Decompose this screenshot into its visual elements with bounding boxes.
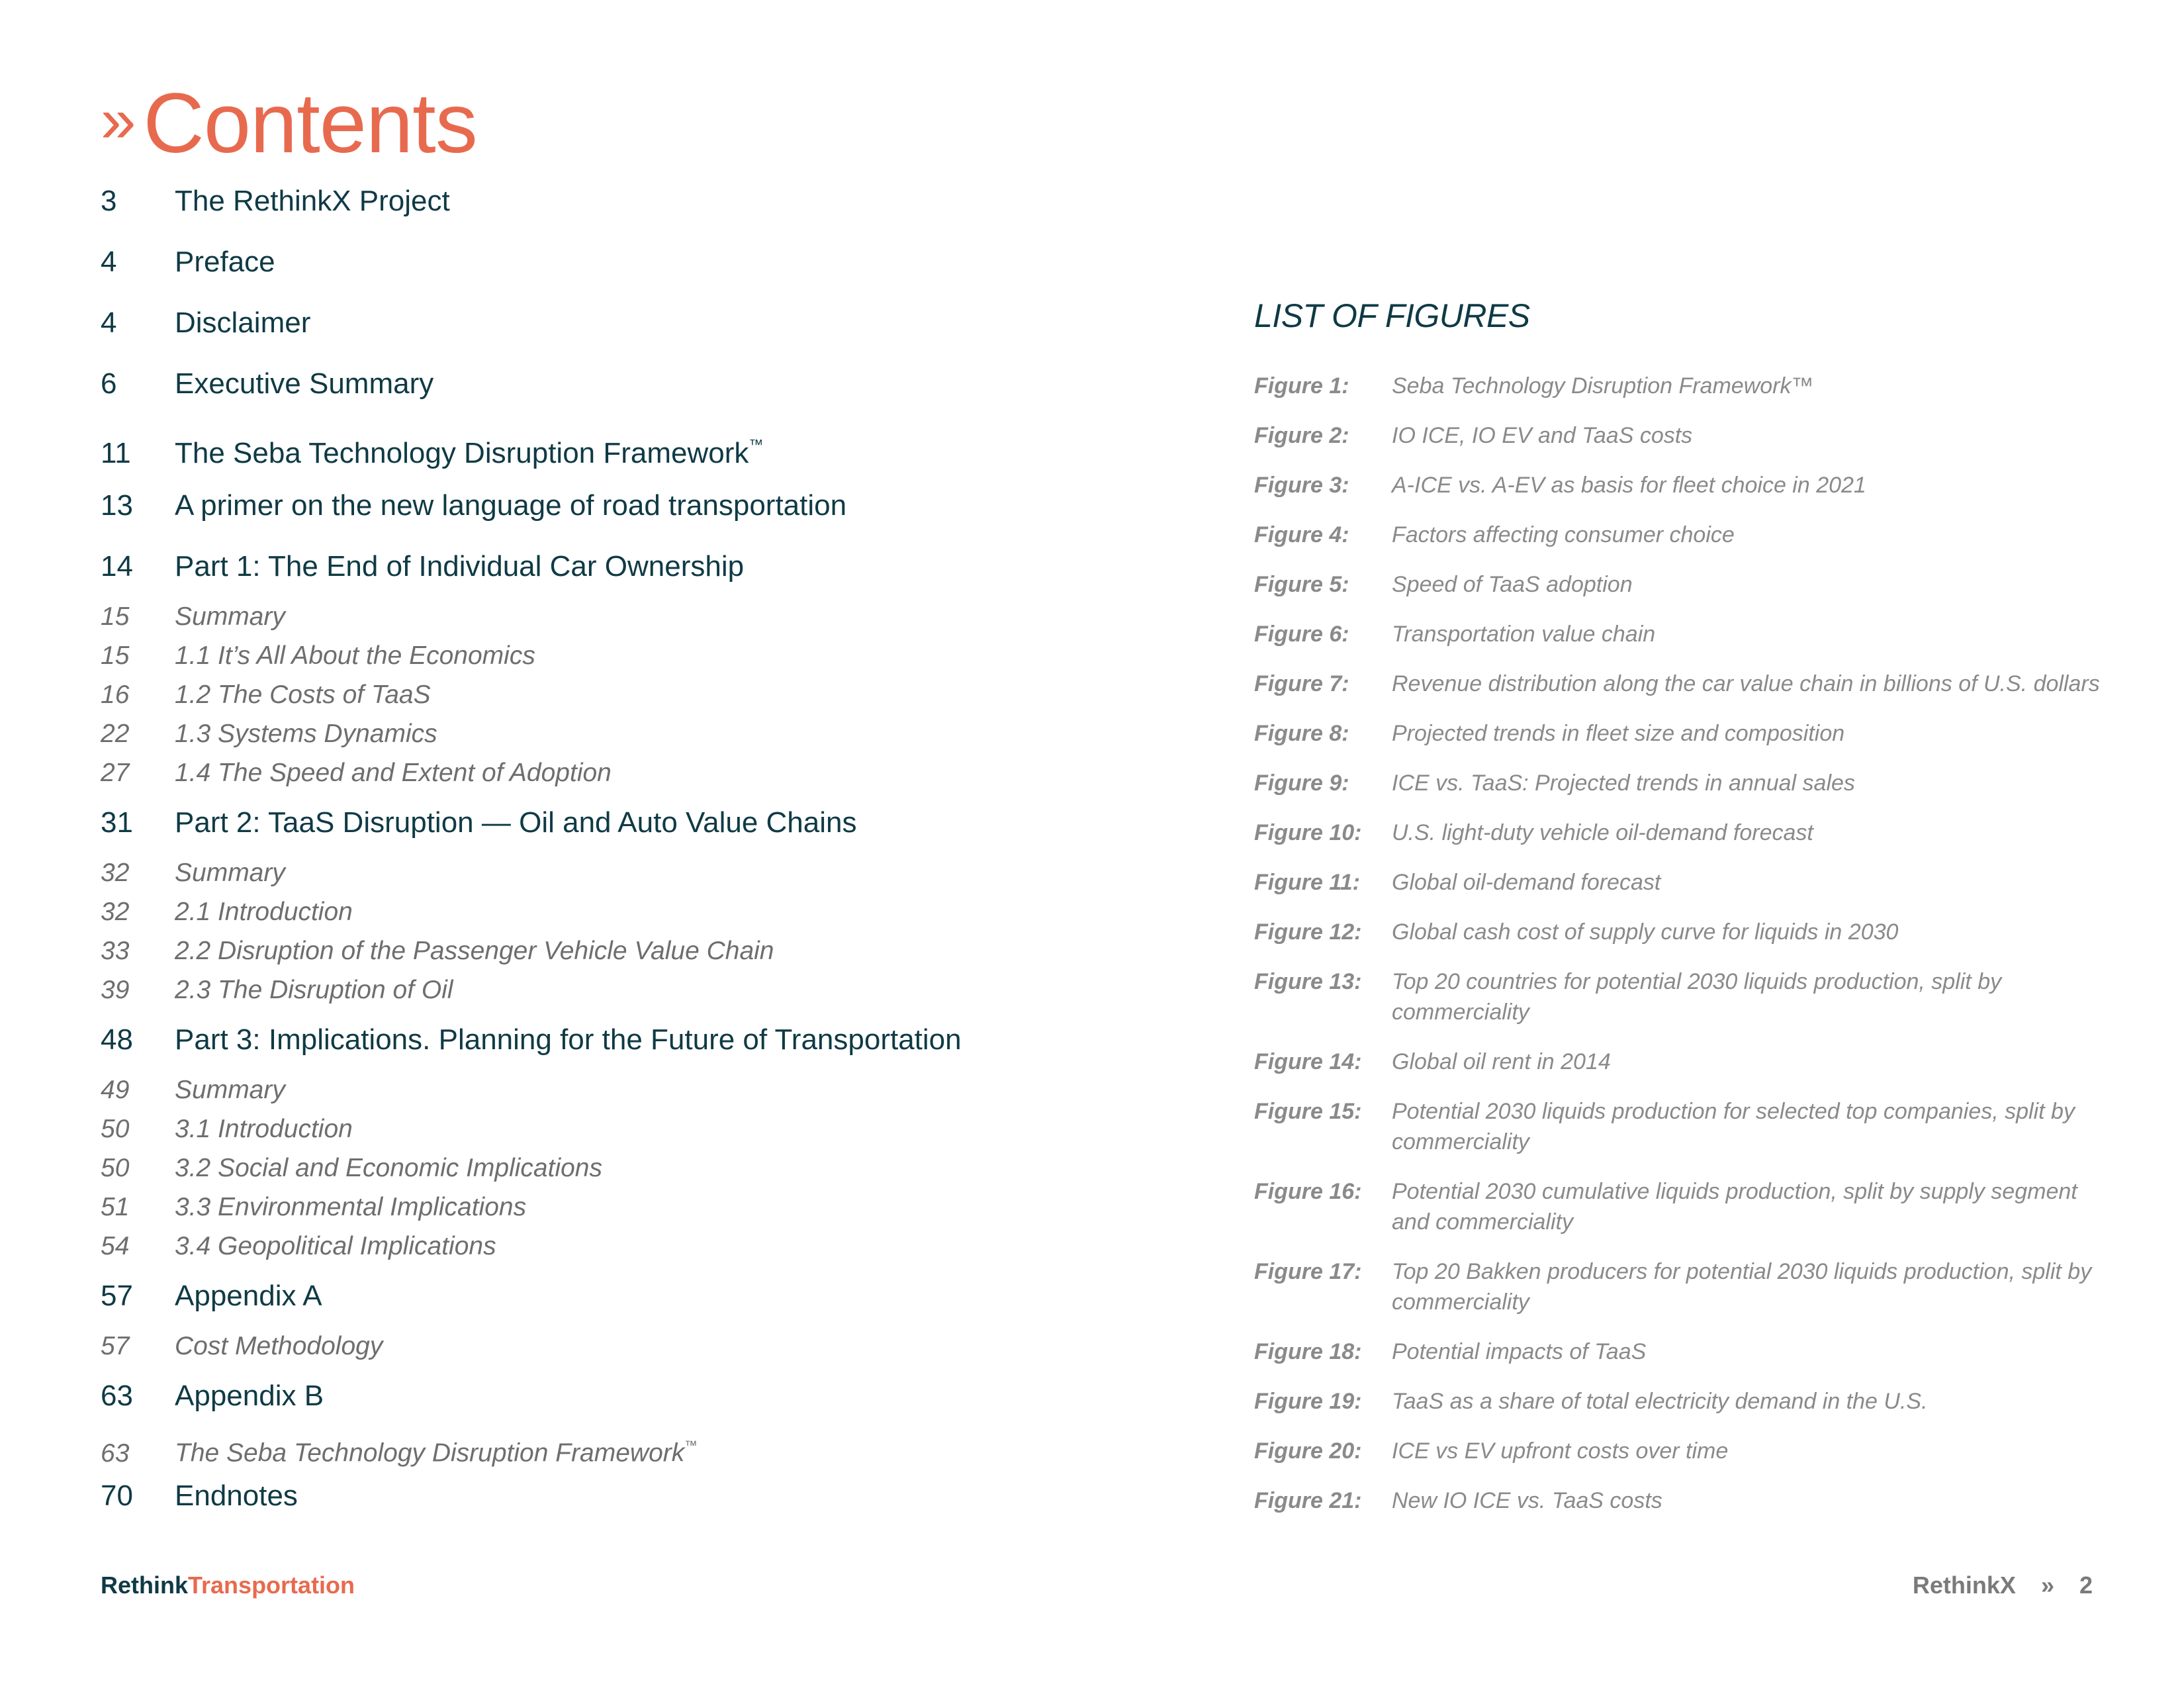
list-of-figures xyxy=(1254,297,2108,1535)
toc-label-text: Cost Methodology xyxy=(175,1332,383,1360)
figure-list-item[interactable] xyxy=(1254,867,2108,898)
figure-list-item[interactable] xyxy=(1254,1256,2108,1317)
toc-subentry[interactable] xyxy=(101,1427,1160,1466)
toc-entry[interactable] xyxy=(101,353,1160,414)
figure-title: Speed of TaaS adoption xyxy=(1392,572,1633,597)
toc-page-number: 27 xyxy=(101,759,130,787)
toc-entry[interactable] xyxy=(101,1009,1160,1070)
toc-label-text: The Seba Technology Disruption Framework xyxy=(175,436,749,469)
toc-label xyxy=(175,1149,1160,1188)
figure-number: Figure 15: xyxy=(1254,1099,1362,1124)
toc-page-number: 39 xyxy=(101,976,130,1004)
toc-subentry[interactable] xyxy=(101,714,1160,753)
toc-subentry[interactable] xyxy=(101,675,1160,714)
trademark-mark: ™ xyxy=(749,436,764,453)
figure-list-item[interactable] xyxy=(1254,669,2108,699)
toc-label xyxy=(175,714,1160,753)
toc-label xyxy=(175,1266,1160,1327)
figure-title: Projected trends in fleet size and composition xyxy=(1392,721,1845,746)
toc-page-number: 33 xyxy=(101,937,130,965)
toc-label-text: 1.4 The Speed and Extent of Adoption xyxy=(175,759,612,787)
toc-label-text: Part 2: TaaS Disruption — Oil and Auto Value Chains xyxy=(175,806,857,839)
toc-page-number: 14 xyxy=(101,550,133,583)
toc-subentry[interactable] xyxy=(101,1188,1160,1227)
figure-list-item[interactable] xyxy=(1254,619,2108,649)
toc-page-number: 50 xyxy=(101,1115,130,1143)
toc-page-number: 32 xyxy=(101,859,130,887)
toc-label xyxy=(175,1327,1160,1366)
figure-title: Global oil-demand forecast xyxy=(1392,870,1661,895)
figure-list-item[interactable] xyxy=(1254,1336,2108,1367)
toc-subentry[interactable] xyxy=(101,892,1160,931)
toc-label-text: 2.3 The Disruption of Oil xyxy=(175,976,453,1004)
toc-label-text: 2.1 Introduction xyxy=(175,898,353,926)
figure-title: Factors affecting consumer choice xyxy=(1392,522,1735,547)
toc-label-text: Endnotes xyxy=(175,1479,298,1512)
toc-subentry[interactable] xyxy=(101,1227,1160,1266)
toc-subentry[interactable] xyxy=(101,1149,1160,1188)
toc-label xyxy=(175,1009,1160,1070)
brand-transportation: Transportation xyxy=(188,1571,355,1599)
figure-list-item[interactable] xyxy=(1254,1485,2108,1516)
figure-list xyxy=(1254,371,2108,1516)
footer-page-info xyxy=(1913,1571,2093,1599)
toc-page-number: 48 xyxy=(101,1023,133,1056)
toc-label-text: 3.4 Geopolitical Implications xyxy=(175,1232,496,1260)
figure-title: ICE vs EV upfront costs over time xyxy=(1392,1438,1729,1464)
toc-entry[interactable] xyxy=(101,1366,1160,1427)
toc-label xyxy=(175,1188,1160,1227)
toc-label-text: 1.1 It’s All About the Economics xyxy=(175,641,535,670)
toc-page-number: 16 xyxy=(101,680,130,709)
toc-entry[interactable] xyxy=(101,792,1160,853)
toc-subentry[interactable] xyxy=(101,1070,1160,1109)
toc-entry[interactable] xyxy=(101,536,1160,597)
figure-number: Figure 7: xyxy=(1254,671,1349,696)
figure-title: Global cash cost of supply curve for liquids in 2030 xyxy=(1392,919,1899,945)
figure-number: Figure 4: xyxy=(1254,522,1349,547)
figure-title: U.S. light-duty vehicle oil-demand forecast xyxy=(1392,820,1813,845)
figure-number: Figure 9: xyxy=(1254,771,1349,796)
toc-entry[interactable] xyxy=(101,232,1160,293)
toc-label-text: The Seba Technology Disruption Framework xyxy=(175,1438,685,1468)
toc-label-text: 3.3 Environmental Implications xyxy=(175,1193,527,1221)
toc-page-number: 31 xyxy=(101,806,133,839)
toc-label-text: 1.2 The Costs of TaaS xyxy=(175,680,431,709)
toc-entry[interactable] xyxy=(101,171,1160,232)
toc-label xyxy=(175,892,1160,931)
figure-number: Figure 2: xyxy=(1254,423,1349,448)
footer-brand xyxy=(101,1571,355,1599)
toc-label xyxy=(175,536,1160,597)
figure-number: Figure 14: xyxy=(1254,1049,1362,1074)
toc-page-number: 51 xyxy=(101,1193,130,1221)
figure-number: Figure 18: xyxy=(1254,1339,1362,1364)
toc-page-number: 63 xyxy=(101,1438,130,1468)
toc-subentry[interactable] xyxy=(101,970,1160,1009)
toc-label xyxy=(175,171,1160,232)
toc-label xyxy=(175,792,1160,853)
toc-label-text: Appendix B xyxy=(175,1380,324,1412)
figure-list-item[interactable] xyxy=(1254,718,2108,749)
figure-list-item[interactable] xyxy=(1254,768,2108,798)
toc-label xyxy=(175,970,1160,1009)
figure-list-item[interactable] xyxy=(1254,1047,2108,1077)
toc-label xyxy=(175,1109,1160,1149)
toc-page-number: 70 xyxy=(101,1479,133,1512)
toc-label-text: 2.2 Disruption of the Passenger Vehicle Value Chain xyxy=(175,937,774,965)
toc-label xyxy=(175,1070,1160,1109)
figure-number: Figure 12: xyxy=(1254,919,1362,945)
toc-page-number: 15 xyxy=(101,641,130,670)
toc-page-number: 32 xyxy=(101,898,130,926)
figure-number: Figure 16: xyxy=(1254,1179,1362,1204)
figure-list-item[interactable] xyxy=(1254,966,2108,1027)
figure-title: ICE vs. TaaS: Projected trends in annual sales xyxy=(1392,771,1855,796)
toc-label-text: Summary xyxy=(175,859,285,887)
toc-label xyxy=(175,597,1160,636)
figure-list-item[interactable] xyxy=(1254,520,2108,550)
figure-title: Global oil rent in 2014 xyxy=(1392,1049,1611,1074)
toc-page-number: 3 xyxy=(101,185,117,217)
toc-entry[interactable] xyxy=(101,475,1160,536)
toc-label xyxy=(175,753,1160,792)
toc-page-number: 11 xyxy=(101,436,131,469)
toc-page-number: 13 xyxy=(101,489,133,522)
figure-list-item[interactable] xyxy=(1254,569,2108,600)
figure-list-item[interactable] xyxy=(1254,420,2108,451)
toc-label xyxy=(175,475,1160,536)
toc-label xyxy=(175,293,1160,353)
toc-subentry[interactable] xyxy=(101,597,1160,636)
toc-page-number: 54 xyxy=(101,1232,130,1260)
toc-subentry[interactable] xyxy=(101,853,1160,892)
figure-title: Potential impacts of TaaS xyxy=(1392,1339,1647,1364)
toc-label-text: Preface xyxy=(175,246,275,278)
toc-label-text: 3.1 Introduction xyxy=(175,1115,353,1143)
toc-entry[interactable] xyxy=(101,1466,1160,1526)
toc-label xyxy=(175,353,1160,414)
page-title xyxy=(101,74,477,170)
figure-list-item[interactable] xyxy=(1254,371,2108,401)
toc-label xyxy=(175,636,1160,675)
figure-number: Figure 3: xyxy=(1254,473,1349,498)
brand-rethink: Rethink xyxy=(101,1571,189,1599)
toc-label-text: A primer on the new language of road transportation xyxy=(175,489,847,522)
figure-number: Figure 17: xyxy=(1254,1259,1362,1284)
chevron-icon: » xyxy=(101,85,136,156)
toc-label-text: Disclaimer xyxy=(175,306,311,339)
page-title-text: Contents xyxy=(143,76,477,171)
toc-label xyxy=(175,675,1160,714)
toc-label xyxy=(175,931,1160,970)
figure-number: Figure 8: xyxy=(1254,721,1349,746)
figure-title: Revenue distribution along the car value chain in billions of U.S. dollars xyxy=(1392,671,2100,696)
toc-page-number: 4 xyxy=(101,246,117,278)
toc-page-number: 57 xyxy=(101,1280,133,1312)
toc-page-number: 22 xyxy=(101,720,130,748)
toc-entry[interactable] xyxy=(101,1266,1160,1327)
trademark-mark: ™ xyxy=(684,1438,698,1453)
toc-label xyxy=(175,1227,1160,1266)
toc-label-text: Part 1: The End of Individual Car Ownership xyxy=(175,550,745,583)
toc-subentry[interactable] xyxy=(101,931,1160,970)
figure-number: Figure 10: xyxy=(1254,820,1362,845)
figure-list-item[interactable] xyxy=(1254,917,2108,947)
figure-number: Figure 20: xyxy=(1254,1438,1362,1464)
toc-page-number: 15 xyxy=(101,602,130,631)
footer-publisher: RethinkX xyxy=(1912,1571,2016,1599)
toc-label xyxy=(175,853,1160,892)
figure-list-item[interactable] xyxy=(1254,1436,2108,1466)
toc-label xyxy=(175,1366,1160,1427)
figure-number: Figure 6: xyxy=(1254,622,1349,647)
figure-title: A-ICE vs. A-EV as basis for fleet choice in 2021 xyxy=(1392,473,1866,498)
list-of-figures-heading: LIST OF FIGURES xyxy=(1254,297,1530,334)
toc-label-text: Appendix A xyxy=(175,1280,322,1312)
toc-subentry[interactable] xyxy=(101,753,1160,792)
figure-title: Top 20 Bakken producers for potential 2030 liquids production, split by commerciality xyxy=(1392,1259,2092,1315)
toc-subentry[interactable] xyxy=(101,1327,1160,1366)
table-of-contents xyxy=(101,171,1160,1526)
toc-label-text: Summary xyxy=(175,1076,285,1104)
figure-number: Figure 11: xyxy=(1254,870,1360,895)
toc-page-number: 50 xyxy=(101,1154,130,1182)
figure-list-item[interactable] xyxy=(1254,1096,2108,1157)
toc-label-text: Part 3: Implications. Planning for the Future of Transportation xyxy=(175,1023,962,1056)
toc-label xyxy=(175,232,1160,293)
toc-page-number: 49 xyxy=(101,1076,130,1104)
toc-label-text: 3.2 Social and Economic Implications xyxy=(175,1154,602,1182)
figure-number: Figure 13: xyxy=(1254,969,1362,994)
toc-subentry[interactable] xyxy=(101,1109,1160,1149)
toc-label-text: 1.3 Systems Dynamics xyxy=(175,720,437,748)
figure-number: Figure 19: xyxy=(1254,1389,1362,1414)
figure-title: TaaS as a share of total electricity demand in the U.S. xyxy=(1392,1389,1928,1414)
toc-entry[interactable] xyxy=(101,414,1160,475)
figure-title: Potential 2030 liquids production for selected top companies, split by commerciality xyxy=(1392,1099,2075,1154)
figure-title: New IO ICE vs. TaaS costs xyxy=(1392,1488,1662,1513)
toc-page-number: 57 xyxy=(101,1332,130,1360)
toc-entry[interactable] xyxy=(101,293,1160,353)
figure-number: Figure 1: xyxy=(1254,373,1349,399)
toc-page-number: 63 xyxy=(101,1380,133,1412)
toc-label-text: Executive Summary xyxy=(175,367,434,400)
figure-title: Seba Technology Disruption Framework™ xyxy=(1392,373,1814,399)
figure-title: IO ICE, IO EV and TaaS costs xyxy=(1392,423,1693,448)
footer-separator: » xyxy=(2040,1571,2054,1599)
toc-label xyxy=(175,1466,1160,1526)
figure-list-item[interactable] xyxy=(1254,1386,2108,1417)
figure-title: Top 20 countries for potential 2030 liquids production, split by commerciality xyxy=(1392,969,2002,1025)
figure-number: Figure 21: xyxy=(1254,1488,1362,1513)
figure-number: Figure 5: xyxy=(1254,572,1349,597)
toc-label xyxy=(175,414,1160,484)
figure-list-item[interactable] xyxy=(1254,818,2108,848)
toc-page-number: 4 xyxy=(101,306,117,339)
figure-list-item[interactable] xyxy=(1254,1176,2108,1237)
page-number: 2 xyxy=(2079,1571,2093,1599)
toc-subentry[interactable] xyxy=(101,636,1160,675)
toc-label-text: Summary xyxy=(175,602,285,631)
toc-label-text: The RethinkX Project xyxy=(175,185,450,217)
toc-page-number: 6 xyxy=(101,367,117,400)
figure-title: Potential 2030 cumulative liquids production, split by supply segment and commerciality xyxy=(1392,1179,2077,1235)
figure-list-item[interactable] xyxy=(1254,470,2108,500)
figure-title: Transportation value chain xyxy=(1392,622,1656,647)
